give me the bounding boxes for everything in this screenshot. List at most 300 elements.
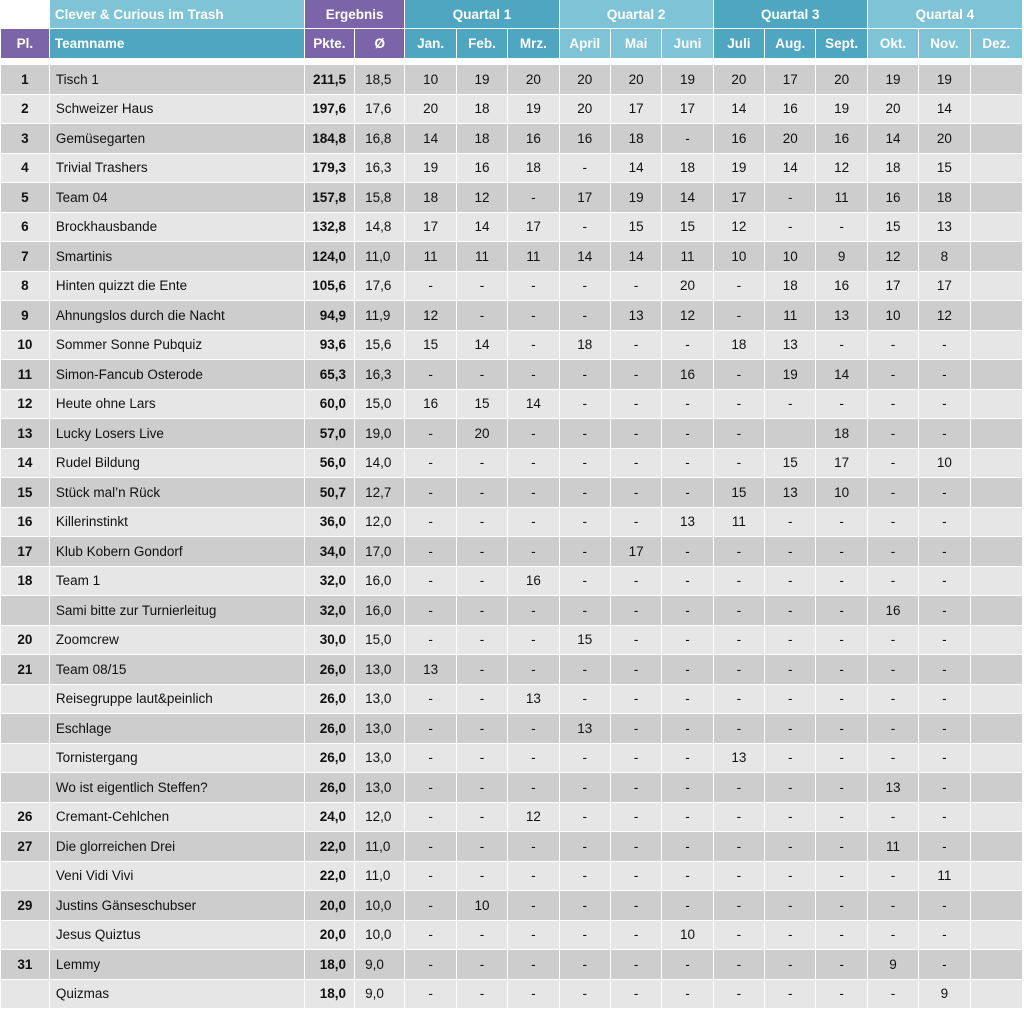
month-score-cell: - — [816, 212, 867, 242]
month-score-cell: 19 — [867, 65, 918, 94]
month-score-cell: - — [405, 743, 456, 773]
month-score-cell: - — [919, 773, 970, 803]
points-cell: 184,8 — [304, 124, 354, 154]
month-score-cell: - — [713, 773, 764, 803]
month-score-cell: - — [405, 802, 456, 832]
place-cell: 14 — [1, 448, 49, 478]
month-score-cell: - — [662, 832, 713, 862]
team-name-cell: Cremant-Cehlchen — [49, 802, 304, 832]
average-cell: 16,3 — [355, 360, 405, 390]
month-score-cell: 20 — [816, 65, 867, 94]
month-score-cell: - — [816, 891, 867, 921]
month-score-cell: 9 — [919, 979, 970, 1009]
place-cell — [1, 920, 49, 950]
points-cell: 18,0 — [304, 950, 354, 980]
month-score-cell: 11 — [713, 507, 764, 537]
team-name-cell: Wo ist eigentlich Steffen? — [49, 773, 304, 803]
month-score-cell: - — [610, 684, 661, 714]
month-score-cell: 10 — [919, 448, 970, 478]
month-score-cell: - — [816, 950, 867, 980]
team-name-cell: Zoomcrew — [49, 625, 304, 655]
average-cell: 17,6 — [355, 271, 405, 301]
month-score-cell: 14 — [816, 360, 867, 390]
month-score-cell: - — [405, 537, 456, 567]
table-row — [1, 773, 1023, 803]
month-score-cell: 11 — [765, 301, 816, 331]
month-score-cell: 17 — [610, 94, 661, 124]
team-name-cell: Veni Vidi Vivi — [49, 861, 304, 891]
month-score-cell: 16 — [867, 596, 918, 626]
month-score-cell: - — [559, 655, 610, 685]
table-row — [1, 743, 1023, 773]
team-name-cell: Tornistergang — [49, 743, 304, 773]
average-cell: 9,0 — [355, 979, 405, 1009]
table-row — [1, 596, 1023, 626]
month-score-cell: - — [867, 360, 918, 390]
month-score-cell: 18 — [559, 330, 610, 360]
month-score-cell: - — [559, 861, 610, 891]
month-score-cell: - — [405, 360, 456, 390]
points-cell: 30,0 — [304, 625, 354, 655]
month-score-cell: - — [456, 832, 507, 862]
average-cell: 17,6 — [355, 94, 405, 124]
month-score-cell: - — [610, 507, 661, 537]
table-row — [1, 625, 1023, 655]
team-name-cell: Justins Gänseschubser — [49, 891, 304, 921]
month-score-cell: - — [456, 743, 507, 773]
month-score-cell: - — [816, 625, 867, 655]
month-score-cell: - — [508, 861, 559, 891]
month-score-cell: - — [405, 478, 456, 508]
month-score-cell: - — [508, 832, 559, 862]
average-cell: 13,0 — [355, 655, 405, 685]
average-cell: 10,0 — [355, 920, 405, 950]
month-score-cell: - — [405, 507, 456, 537]
month-score-cell: - — [559, 743, 610, 773]
average-cell: 16,8 — [355, 124, 405, 154]
month-score-cell: 10 — [765, 242, 816, 272]
results-table — [1, 0, 1023, 1009]
table-row — [1, 330, 1023, 360]
month-score-cell: - — [713, 360, 764, 390]
month-score-cell: 15 — [610, 212, 661, 242]
month-score-cell — [970, 861, 1022, 891]
month-header: Mai — [610, 29, 661, 59]
month-score-cell: - — [867, 979, 918, 1009]
average-column-header: Ø — [355, 29, 405, 59]
table-row — [1, 124, 1023, 154]
month-score-cell: - — [765, 507, 816, 537]
month-score-cell: - — [508, 330, 559, 360]
month-score-cell: - — [713, 655, 764, 685]
month-score-cell: 14 — [610, 153, 661, 183]
month-score-cell: - — [662, 802, 713, 832]
month-score-cell: - — [662, 419, 713, 449]
month-score-cell: - — [610, 596, 661, 626]
month-score-cell: 14 — [559, 242, 610, 272]
month-header: Nov. — [919, 29, 970, 59]
month-score-cell: - — [559, 478, 610, 508]
month-score-cell: - — [867, 920, 918, 950]
month-score-cell: - — [559, 802, 610, 832]
table-row — [1, 979, 1023, 1009]
month-score-cell: - — [456, 478, 507, 508]
points-cell: 22,0 — [304, 861, 354, 891]
month-score-cell: - — [816, 537, 867, 567]
month-score-cell: 18 — [508, 153, 559, 183]
month-score-cell: 10 — [405, 65, 456, 94]
month-score-cell — [970, 596, 1022, 626]
corner-cell — [1, 0, 49, 29]
place-cell: 6 — [1, 212, 49, 242]
team-name-cell: Simon-Fancub Osterode — [49, 360, 304, 390]
month-score-cell: - — [765, 714, 816, 744]
month-score-cell: - — [610, 832, 661, 862]
month-score-cell — [970, 655, 1022, 685]
average-cell: 11,0 — [355, 832, 405, 862]
month-score-cell: - — [713, 891, 764, 921]
month-score-cell: - — [559, 684, 610, 714]
teamname-column-header: Teamname — [49, 29, 304, 59]
month-score-cell: - — [816, 566, 867, 596]
points-cell: 132,8 — [304, 212, 354, 242]
month-score-cell: - — [559, 419, 610, 449]
team-name-cell: Tisch 1 — [49, 65, 304, 94]
month-score-cell: 20 — [765, 124, 816, 154]
month-score-cell: - — [662, 389, 713, 419]
month-score-cell: - — [713, 684, 764, 714]
month-score-cell: - — [610, 330, 661, 360]
month-score-cell: - — [816, 714, 867, 744]
month-score-cell: - — [713, 419, 764, 449]
month-score-cell: - — [919, 950, 970, 980]
month-score-cell: 11 — [867, 832, 918, 862]
month-score-cell: 18 — [662, 153, 713, 183]
points-cell: 26,0 — [304, 684, 354, 714]
month-score-cell: - — [713, 566, 764, 596]
place-cell — [1, 773, 49, 803]
month-score-cell: - — [559, 212, 610, 242]
points-cell: 60,0 — [304, 389, 354, 419]
month-score-cell — [970, 124, 1022, 154]
month-score-cell: 16 — [662, 360, 713, 390]
month-score-cell: - — [559, 596, 610, 626]
month-score-cell: - — [765, 389, 816, 419]
month-score-cell: - — [662, 684, 713, 714]
month-score-cell: - — [405, 419, 456, 449]
month-score-cell: - — [816, 389, 867, 419]
month-score-cell — [970, 891, 1022, 921]
month-score-cell: - — [559, 389, 610, 419]
month-score-cell: - — [610, 271, 661, 301]
month-score-cell: 15 — [765, 448, 816, 478]
month-header: Juni — [662, 29, 713, 59]
table-row — [1, 153, 1023, 183]
table-row — [1, 389, 1023, 419]
month-score-cell: - — [867, 743, 918, 773]
team-name-cell: Ahnungslos durch die Nacht — [49, 301, 304, 331]
month-score-cell: 8 — [919, 242, 970, 272]
month-score-cell: - — [456, 773, 507, 803]
month-score-cell: - — [713, 389, 764, 419]
table-row — [1, 950, 1023, 980]
month-score-cell — [765, 419, 816, 449]
month-score-cell: - — [662, 566, 713, 596]
month-score-cell: - — [508, 448, 559, 478]
month-score-cell — [970, 65, 1022, 94]
month-score-cell: 12 — [405, 301, 456, 331]
table-row — [1, 212, 1023, 242]
month-score-cell: - — [610, 714, 661, 744]
average-cell: 12,0 — [355, 802, 405, 832]
table-row — [1, 832, 1023, 862]
points-cell: 26,0 — [304, 743, 354, 773]
month-score-cell: - — [508, 979, 559, 1009]
month-score-cell: - — [508, 891, 559, 921]
table-row — [1, 94, 1023, 124]
month-score-cell: 13 — [610, 301, 661, 331]
points-cell: 20,0 — [304, 891, 354, 921]
month-score-cell: - — [559, 832, 610, 862]
points-column-header: Pkte. — [304, 29, 354, 59]
month-score-cell: - — [919, 507, 970, 537]
month-score-cell: 18 — [816, 419, 867, 449]
month-score-cell: - — [919, 330, 970, 360]
points-cell: 56,0 — [304, 448, 354, 478]
table-row — [1, 183, 1023, 213]
month-score-cell: 17 — [867, 271, 918, 301]
month-score-cell: - — [559, 507, 610, 537]
month-score-cell: - — [713, 979, 764, 1009]
month-score-cell: - — [765, 684, 816, 714]
table-row — [1, 271, 1023, 301]
month-score-cell: 14 — [867, 124, 918, 154]
table-row — [1, 566, 1023, 596]
month-score-cell: - — [610, 950, 661, 980]
team-name-cell: Jesus Quiztus — [49, 920, 304, 950]
month-score-cell: - — [508, 714, 559, 744]
month-score-cell: - — [919, 360, 970, 390]
month-score-cell: 20 — [919, 124, 970, 154]
month-score-cell — [970, 802, 1022, 832]
month-score-cell: - — [405, 448, 456, 478]
month-score-cell: - — [508, 507, 559, 537]
quarter-4-header: Quartal 4 — [867, 0, 1022, 29]
month-score-cell: 16 — [508, 124, 559, 154]
month-score-cell: - — [508, 419, 559, 449]
month-score-cell: - — [919, 596, 970, 626]
team-name-cell: Lucky Losers Live — [49, 419, 304, 449]
month-score-cell: 14 — [713, 94, 764, 124]
month-score-cell: - — [919, 537, 970, 567]
month-score-cell: 10 — [456, 891, 507, 921]
month-score-cell: 18 — [405, 183, 456, 213]
month-score-cell: - — [662, 979, 713, 1009]
month-score-cell: 13 — [508, 684, 559, 714]
month-score-cell: - — [456, 537, 507, 567]
points-cell: 34,0 — [304, 537, 354, 567]
table-row — [1, 537, 1023, 567]
table-row — [1, 507, 1023, 537]
month-score-cell: - — [508, 183, 559, 213]
table-row — [1, 861, 1023, 891]
points-cell: 24,0 — [304, 802, 354, 832]
month-score-cell: - — [867, 625, 918, 655]
month-score-cell — [970, 271, 1022, 301]
month-score-cell: 14 — [610, 242, 661, 272]
team-name-cell: Heute ohne Lars — [49, 389, 304, 419]
month-score-cell: 13 — [765, 478, 816, 508]
month-score-cell: - — [559, 920, 610, 950]
points-cell: 26,0 — [304, 773, 354, 803]
points-cell: 57,0 — [304, 419, 354, 449]
month-score-cell: - — [816, 330, 867, 360]
month-score-cell: 9 — [816, 242, 867, 272]
month-score-cell: - — [816, 920, 867, 950]
month-score-cell: - — [559, 301, 610, 331]
place-cell: 11 — [1, 360, 49, 390]
month-score-cell: 19 — [713, 153, 764, 183]
month-score-cell: - — [610, 979, 661, 1009]
month-score-cell — [970, 832, 1022, 862]
month-score-cell — [970, 212, 1022, 242]
month-score-cell: - — [713, 714, 764, 744]
month-score-cell — [970, 419, 1022, 449]
month-header: Juli — [713, 29, 764, 59]
place-cell: 15 — [1, 478, 49, 508]
month-score-cell: - — [508, 920, 559, 950]
place-cell: 8 — [1, 271, 49, 301]
average-cell: 19,0 — [355, 419, 405, 449]
month-score-cell: - — [867, 507, 918, 537]
month-score-cell: 14 — [508, 389, 559, 419]
month-score-cell: - — [662, 891, 713, 921]
month-score-cell: 16 — [713, 124, 764, 154]
month-score-cell: 17 — [508, 212, 559, 242]
month-score-cell: 15 — [867, 212, 918, 242]
month-score-cell: 13 — [662, 507, 713, 537]
month-score-cell: - — [713, 596, 764, 626]
month-score-cell: 14 — [662, 183, 713, 213]
month-score-cell: - — [610, 478, 661, 508]
average-cell: 14,0 — [355, 448, 405, 478]
average-cell: 16,3 — [355, 153, 405, 183]
place-cell: 7 — [1, 242, 49, 272]
month-score-cell: 17 — [919, 271, 970, 301]
month-score-cell: - — [919, 566, 970, 596]
average-cell: 15,0 — [355, 389, 405, 419]
month-score-cell: - — [919, 743, 970, 773]
month-score-cell: - — [867, 330, 918, 360]
points-cell: 20,0 — [304, 920, 354, 950]
month-score-cell: 17 — [405, 212, 456, 242]
month-score-cell: 11 — [816, 183, 867, 213]
month-score-cell: 18 — [456, 124, 507, 154]
table-row — [1, 714, 1023, 744]
place-cell: 9 — [1, 301, 49, 331]
points-cell: 211,5 — [304, 65, 354, 94]
place-cell: 21 — [1, 655, 49, 685]
month-header: Jan. — [405, 29, 456, 59]
month-score-cell: - — [456, 979, 507, 1009]
quarter-2-header: Quartal 2 — [559, 0, 713, 29]
month-score-cell: 15 — [405, 330, 456, 360]
month-score-cell: - — [816, 507, 867, 537]
table-row — [1, 802, 1023, 832]
month-score-cell: - — [765, 596, 816, 626]
month-score-cell: 19 — [816, 94, 867, 124]
month-score-cell: 20 — [713, 65, 764, 94]
month-score-cell: - — [610, 360, 661, 390]
month-score-cell: - — [867, 684, 918, 714]
table-row — [1, 891, 1023, 921]
place-cell: 27 — [1, 832, 49, 862]
month-score-cell: - — [662, 625, 713, 655]
month-score-cell: - — [662, 950, 713, 980]
team-name-cell: Reisegruppe laut&peinlich — [49, 684, 304, 714]
month-header: Mrz. — [508, 29, 559, 59]
points-cell: 32,0 — [304, 596, 354, 626]
team-name-cell: Die glorreichen Drei — [49, 832, 304, 862]
month-score-cell: - — [610, 419, 661, 449]
month-score-cell — [970, 537, 1022, 567]
month-score-cell: 12 — [662, 301, 713, 331]
points-cell: 18,0 — [304, 979, 354, 1009]
month-score-cell: 17 — [559, 183, 610, 213]
month-score-cell: 14 — [405, 124, 456, 154]
month-score-cell: 13 — [713, 743, 764, 773]
month-score-cell: 15 — [713, 478, 764, 508]
month-score-cell: - — [508, 301, 559, 331]
month-score-cell: 13 — [816, 301, 867, 331]
table-row — [1, 242, 1023, 272]
month-score-cell: - — [765, 566, 816, 596]
month-score-cell — [970, 301, 1022, 331]
average-cell: 11,0 — [355, 861, 405, 891]
month-score-cell: 15 — [559, 625, 610, 655]
month-score-cell: - — [559, 979, 610, 1009]
table-row — [1, 448, 1023, 478]
average-cell: 15,6 — [355, 330, 405, 360]
month-score-cell — [970, 360, 1022, 390]
month-score-cell: - — [765, 920, 816, 950]
month-score-cell: 13 — [867, 773, 918, 803]
month-score-cell: 15 — [662, 212, 713, 242]
month-score-cell: - — [610, 891, 661, 921]
month-score-cell: - — [559, 153, 610, 183]
month-score-cell: - — [559, 537, 610, 567]
place-cell: 10 — [1, 330, 49, 360]
points-cell: 197,6 — [304, 94, 354, 124]
month-score-cell: 17 — [662, 94, 713, 124]
team-name-cell: Schweizer Haus — [49, 94, 304, 124]
month-score-cell: 15 — [456, 389, 507, 419]
place-cell: 2 — [1, 94, 49, 124]
month-score-cell: - — [559, 950, 610, 980]
month-score-cell: 19 — [662, 65, 713, 94]
month-score-cell: 18 — [713, 330, 764, 360]
month-score-cell: - — [456, 655, 507, 685]
month-score-cell: - — [662, 124, 713, 154]
month-score-cell: - — [405, 891, 456, 921]
month-score-cell: 14 — [456, 212, 507, 242]
month-score-cell: - — [508, 773, 559, 803]
month-score-cell: - — [559, 448, 610, 478]
month-score-cell: - — [456, 566, 507, 596]
table-row — [1, 301, 1023, 331]
month-score-cell: - — [765, 773, 816, 803]
place-cell: 16 — [1, 507, 49, 537]
